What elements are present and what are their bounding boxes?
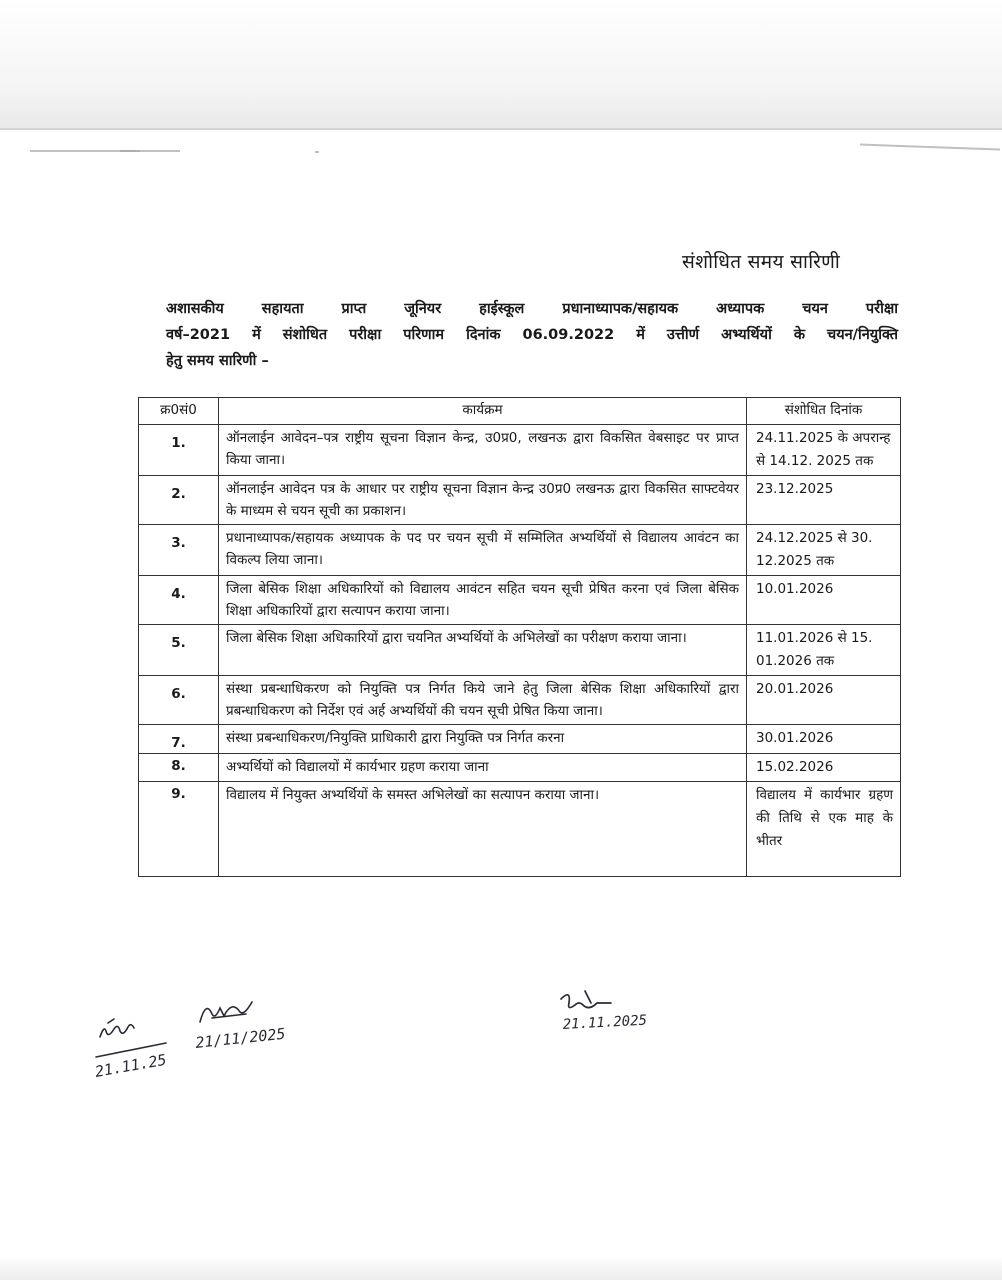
- row-date: 24.12.2025 से 30. 12.2025 तक: [747, 525, 901, 576]
- table-header-row: [139, 398, 901, 425]
- table-row: [139, 725, 901, 754]
- table-row: [139, 425, 901, 476]
- row-program: प्रधानाध्यापक/सहायक अध्यापक के पद पर चयन सूची में सम्मिलित अभ्यर्थियों से विद्यालय आवंटन का विकल्प लिया जाना।: [219, 525, 747, 576]
- row-program: ऑनलाईन आवेदन–पत्र राष्ट्रीय सूचना विज्ञान केन्द्र, उ0प्र0, लखनऊ द्वारा विकसित वेबसाइट पर प्राप्त किया जाना।: [219, 425, 747, 476]
- row-date: 23.12.2025: [747, 476, 901, 525]
- row-program: जिला बेसिक शिक्षा अधिकारियों को विद्यालय आवंटन सहित चयन सूची प्रेषित करना एवं जिला बेसिक शिक्षा अधिकारियों द्वारा सत्यापन कराया जाना।: [219, 576, 747, 625]
- row-date: 20.01.2026: [747, 676, 901, 725]
- row-serial: 5.: [139, 625, 219, 676]
- row-serial: 8.: [139, 754, 219, 782]
- scan-top-margin: [0, 0, 1002, 130]
- row-serial: 4.: [139, 576, 219, 625]
- row-program: अभ्यर्थियों को विद्यालयों में कार्यभार ग्रहण कराया जाना: [219, 754, 747, 782]
- table-row: [139, 476, 901, 525]
- row-serial: 3.: [139, 525, 219, 576]
- table-row: [139, 576, 901, 625]
- table-row: [139, 625, 901, 676]
- header-program: कार्यक्रम: [219, 398, 747, 425]
- scan-artifact: [860, 144, 1000, 151]
- row-serial: 1.: [139, 425, 219, 476]
- table-row: [139, 782, 901, 877]
- row-date: 24.11.2025 के अपरान्ह से 14.12. 2025 तक: [747, 425, 901, 476]
- intro-line-3: हेतु समय सारिणी –: [166, 353, 269, 369]
- header-serial-no: क्र0सं0: [139, 398, 219, 425]
- intro-line-1: अशासकीय सहायता प्राप्त जूनियर हाईस्कूल प्रधानाध्यापक/सहायक अध्यापक चयन परीक्षा: [166, 301, 898, 317]
- row-program: विद्यालय में नियुक्त अभ्यर्थियों के समस्त अभिलेखों का सत्यापन कराया जाना।: [219, 782, 747, 877]
- row-date: 10.01.2026: [747, 576, 901, 625]
- row-date: 15.02.2026: [747, 754, 901, 782]
- intro-paragraph: [166, 296, 898, 374]
- table-row: [139, 754, 901, 782]
- row-date: विद्यालय में कार्यभार ग्रहण की तिथि से एक माह के भीतर: [747, 782, 901, 877]
- signature-left-1-date: 21.11.25: [93, 1050, 168, 1081]
- table-row: [139, 676, 901, 725]
- signature-right-date: 21.11.2025: [562, 1012, 648, 1033]
- paper-top-edge: [0, 128, 1002, 130]
- document-title: संशोधित समय सारिणी: [682, 251, 841, 273]
- row-date: 11.01.2026 से 15. 01.2026 तक: [747, 625, 901, 676]
- row-serial: 2.: [139, 476, 219, 525]
- signature-right: [555, 985, 685, 1040]
- row-program: ऑनलाईन आवेदन पत्र के आधार पर राष्ट्रीय सूचना विज्ञान केन्द्र उ0प्र0 लखनऊ द्वारा विकसित साफ्टवेयर के माध्यम से चयन सूची का प्रकाशन।: [219, 476, 747, 525]
- row-serial: 9.: [139, 782, 219, 877]
- schedule-table: [138, 397, 901, 877]
- row-program: संस्था प्रबन्धाधिकरण/नियुक्ति प्राधिकारी द्वारा नियुक्ति पत्र निर्गत करना: [219, 725, 747, 754]
- scan-artifact: [30, 150, 180, 152]
- scan-bottom-margin: [0, 1255, 1002, 1280]
- signature-left-2: [190, 990, 320, 1060]
- scan-artifact: [315, 151, 319, 153]
- signature-left-2-date: 21/11/2025: [194, 1024, 287, 1052]
- row-serial: 7.: [139, 725, 219, 754]
- row-program: संस्था प्रबन्धाधिकरण को नियुक्ति पत्र निर्गत किये जाने हेतु जिला बेसिक शिक्षा अधिकारियों द्वारा प्रबन्धाधिकरण को निर्देश एवं अर्ह अभ्यर्थियों की चयन सूची प्रेषित किया जाना।: [219, 676, 747, 725]
- table-row: [139, 525, 901, 576]
- header-revised-date: संशोधित दिनांक: [747, 398, 901, 425]
- row-date: 30.01.2026: [747, 725, 901, 754]
- scan-artifact: [120, 150, 140, 152]
- row-serial: 6.: [139, 676, 219, 725]
- row-program: जिला बेसिक शिक्षा अधिकारियों द्वारा चयनित अभ्यर्थियों के अभिलेखों का परीक्षण कराया जाना।: [219, 625, 747, 676]
- intro-line-2: वर्ष–2021 में संशोधित परीक्षा परिणाम दिनांक 06.09.2022 में उत्तीर्ण अभ्यर्थियों के चयन/नियुक्ति: [166, 327, 898, 343]
